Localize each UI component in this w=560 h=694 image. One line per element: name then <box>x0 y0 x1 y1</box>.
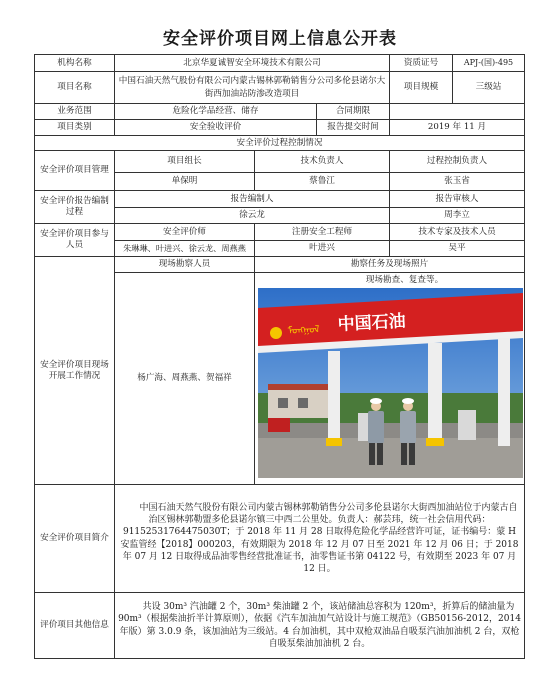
brand-logo-icon <box>270 327 282 339</box>
other-label: 评价项目其他信息 <box>35 593 115 659</box>
scale-cell <box>390 72 525 104</box>
contract-label: 合同期限 <box>335 106 371 117</box>
intro-text: 中国石油天然气股份有限公司内蒙古锡林郭勒销售分公司多伦县诺尔大街西加油站位于内蒙古自治区锡林郭勒盟多伦县诺尔镇三中西二公里处。负责人：郝芸玮，统一社会信用代码：91152531764475030T；于 2018 年 11 月 28 日取得危险化学品经营许可证，证书编号：蒙 H 安监管经【2018】000203，有效期限为 2018 年 12 月 07 日至 2021 年 12 月 06 日；于 2018 年 07 月 12 日取得成品油零售经营批准证书，油零售证书第 04122 号，有效期至 2023 年 07 月 12 日。 <box>115 485 525 593</box>
mgmt-name-leader: 单保明 <box>115 173 255 191</box>
cert-value: APJ-(国)-495 <box>463 58 514 67</box>
compile-name-author: 徐云龙 <box>115 208 390 224</box>
site-task: 现场勘查、复查等。 <box>365 275 444 285</box>
table-row <box>35 136 525 151</box>
org-value: 北京华夏诚智安全环境技术有限公司 <box>115 55 390 72</box>
mgmt-col-process: 过程控制负责人 <box>390 151 525 173</box>
site-photo-cell <box>255 273 525 485</box>
process-header: 安全评价过程控制情况 <box>35 136 525 151</box>
mgmt-col-leader: 项目组长 <box>115 151 255 173</box>
intro-label: 安全评价项目简介 <box>35 485 115 593</box>
scope-value: 危险化学品经营、储存 <box>115 104 317 119</box>
participants-label: 安全评价项目参与人员 <box>35 224 115 257</box>
mgmt-name-tech: 蔡鲁江 <box>255 173 390 191</box>
site-photo <box>258 288 523 478</box>
participant-col-assessor: 安全评价师 <box>115 224 255 241</box>
other-text: 共设 30m³ 汽油罐 2 个，30m³ 柴油罐 2 个，该站储油总容积为 120m³，折算后的储油量为 90m³（根据柴油折半计算原则），依据《汽车加油加气站设计与施工规范》（GB50156-2012，2014 年版）第 3.0.9 条，该加油站为三级站。4 台加油机，其中双枪双油品自吸泵汽油加油机 2 台，双枪自吸泵柴油加油机 2 台。 <box>115 593 525 659</box>
compile-name-reviewer: 周李立 <box>390 208 525 224</box>
table-row <box>35 72 525 104</box>
type-label: 项目类别 <box>35 120 115 136</box>
canopy-sign-text: 中国石油 <box>337 311 407 335</box>
table-row <box>35 120 525 136</box>
mgmt-name-process: 张玉省 <box>390 173 525 191</box>
submit-label: 报告提交时间 <box>327 122 379 133</box>
table-row <box>35 104 525 120</box>
cert-label: 资质证号 <box>390 55 453 71</box>
table-row <box>35 55 525 72</box>
info-table <box>34 54 525 659</box>
participant-col-engineer: 注册安全工程师 <box>255 224 390 241</box>
type-submit-cell <box>115 120 390 136</box>
project-name-value: 中国石油天然气股份有限公司内蒙古锡林郭勒销售分公司多伦县诺尔大街西加油站防渗改造项目 <box>115 72 390 104</box>
type-value: 安全验收评价 <box>115 120 317 135</box>
site-label: 安全评价项目现场开展工作情况 <box>35 257 115 485</box>
table-row <box>35 257 525 273</box>
table-row <box>35 485 525 593</box>
site-photo-label: 勘察任务及现场照片 <box>255 257 525 273</box>
scope-contract-cell <box>115 104 390 120</box>
scale-label: 项目规模 <box>390 72 453 103</box>
project-name-label: 项目名称 <box>35 72 115 104</box>
contract-value <box>390 104 525 120</box>
site-staff-label: 现场勘察人员 <box>115 257 255 273</box>
mgmt-label: 安全评价项目管理 <box>35 151 115 191</box>
gas-station-photo <box>258 288 523 478</box>
cert-cell <box>390 55 525 72</box>
table-row <box>35 191 525 208</box>
participant-name-expert: 吴平 <box>390 241 525 257</box>
site-staff: 杨广海、周燕燕、贺福祥 <box>115 273 255 485</box>
table-row <box>35 224 525 241</box>
org-label: 机构名称 <box>35 55 115 72</box>
table-row <box>35 593 525 659</box>
table-row <box>35 151 525 173</box>
participant-name-engineer: 叶进兴 <box>255 241 390 257</box>
canopy-sign-mongolian: ᠮᠣᠩᠭᠣᠯ <box>287 324 320 337</box>
submit-value: 2019 年 11 月 <box>390 120 525 136</box>
compile-col-author: 报告编制人 <box>115 191 390 208</box>
mgmt-col-tech: 技术负责人 <box>255 151 390 173</box>
page-title: 安全评价项目网上信息公开表 <box>163 29 397 49</box>
participant-name-assessor: 朱琳琳、叶进兴、徐云龙、周燕燕 <box>115 241 255 257</box>
participant-col-expert: 技术专家及技术人员 <box>390 224 525 241</box>
scope-label: 业务范围 <box>35 104 115 120</box>
compile-label: 安全评价报告编制过程 <box>35 191 115 224</box>
compile-col-reviewer: 报告审核人 <box>390 191 525 208</box>
scale-value: 三级站 <box>475 82 502 93</box>
